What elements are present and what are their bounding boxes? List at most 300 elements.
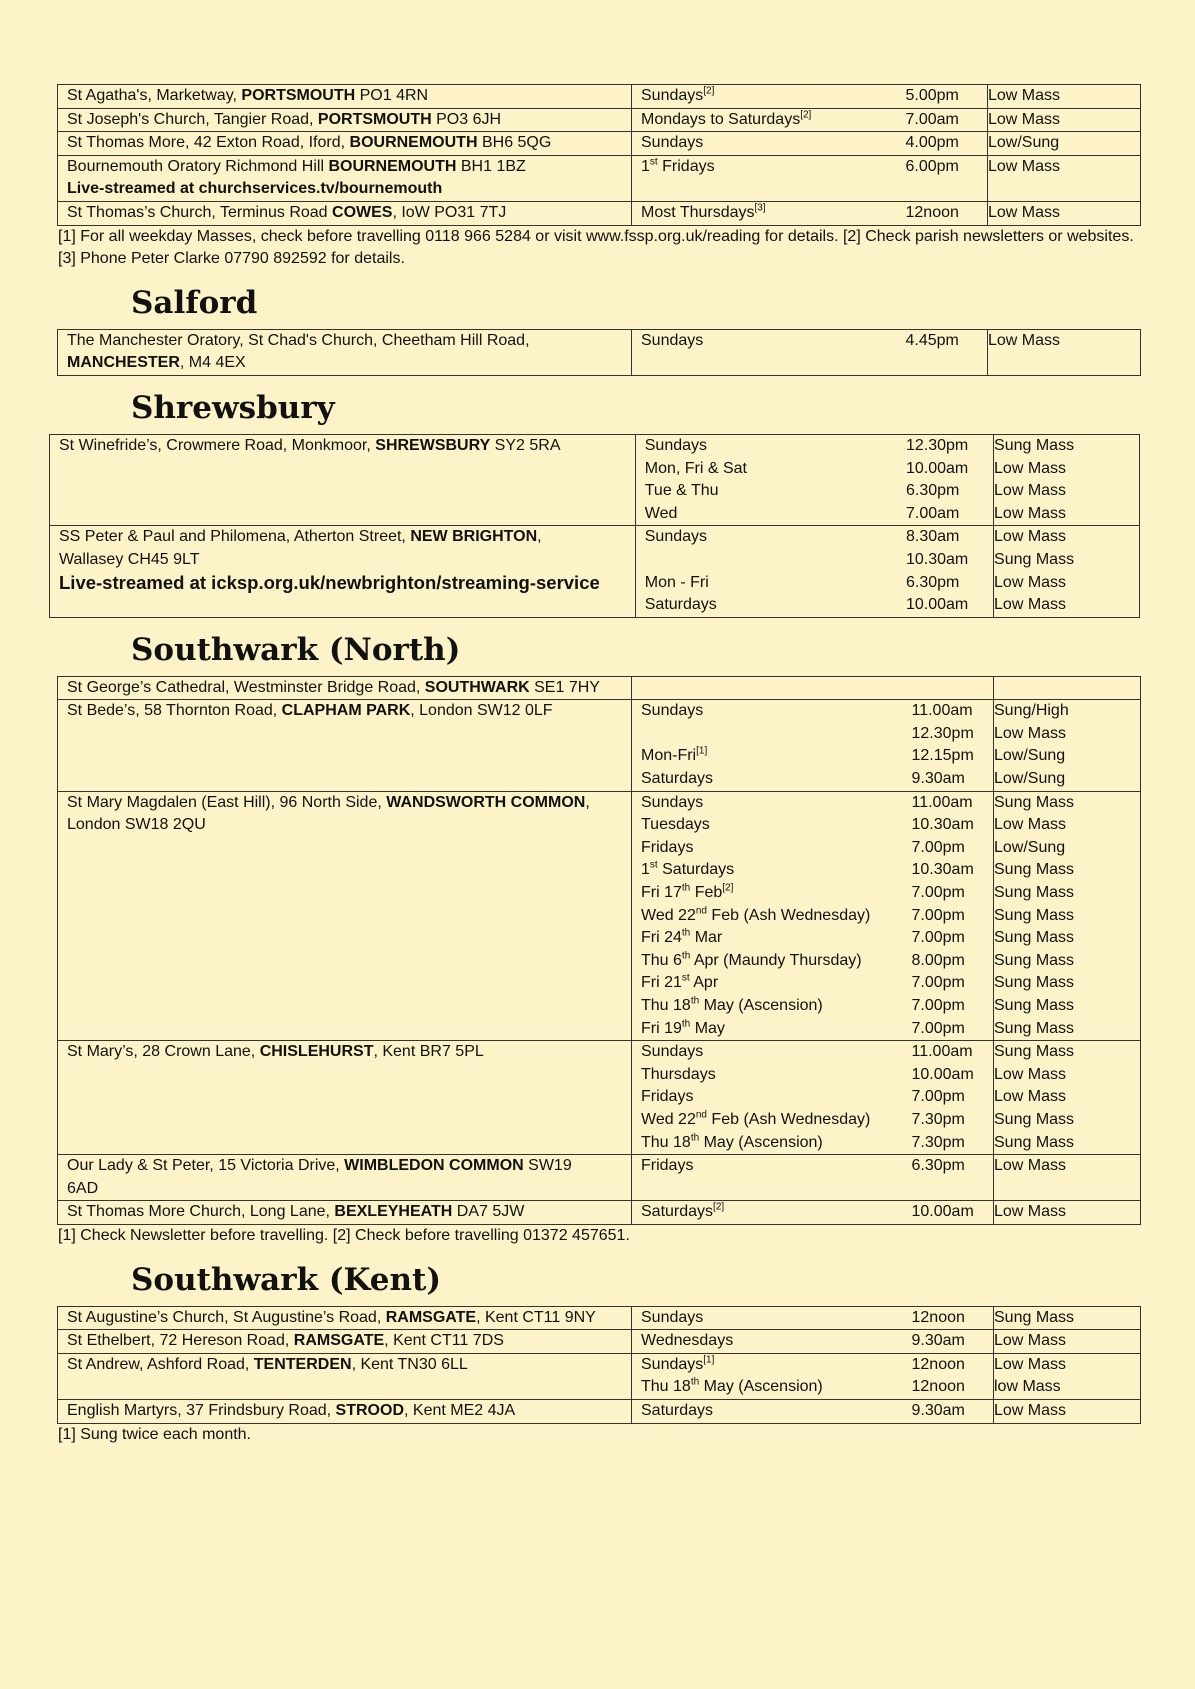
mass-type-text: Low Mass bbox=[988, 157, 1061, 175]
mass-times bbox=[912, 791, 994, 1041]
mass-type-text: Low Mass bbox=[994, 528, 1067, 546]
mass-type-text: Low Mass bbox=[994, 816, 1067, 834]
table-row bbox=[58, 1399, 1141, 1423]
mass-times bbox=[906, 85, 988, 109]
footnote-mark: [2] bbox=[722, 882, 734, 894]
livestream-link-text: Live-streamed at icksp.org.uk/newbrighton/streaming-service bbox=[59, 571, 600, 593]
day-line bbox=[641, 745, 903, 768]
mass-types bbox=[994, 700, 1141, 791]
mass-types bbox=[988, 201, 1141, 225]
mass-types bbox=[994, 434, 1140, 525]
day-text: Sundays bbox=[641, 1043, 704, 1061]
time-text: 12.30pm bbox=[905, 436, 969, 454]
time-text: 12noon bbox=[911, 1308, 965, 1326]
mass-types bbox=[994, 791, 1141, 1041]
mass-days bbox=[632, 1041, 912, 1155]
mass-type-text: Low/Sung bbox=[988, 134, 1060, 152]
time-text: 7.00am bbox=[905, 504, 960, 522]
mass-type-text: Low Mass bbox=[988, 203, 1061, 221]
time-text: 4.00pm bbox=[905, 134, 959, 152]
section-heading: Southwark (North) bbox=[131, 631, 461, 668]
town-name: RAMSGATE bbox=[385, 1308, 477, 1326]
day-text: Most Thursdays bbox=[641, 203, 755, 221]
footnote-mark: th bbox=[681, 1018, 691, 1030]
town-name: STROOD bbox=[335, 1401, 404, 1419]
church-address bbox=[58, 1399, 632, 1423]
town-name: WANDSWORTH COMMON bbox=[386, 793, 586, 811]
day-line bbox=[641, 1376, 903, 1399]
footnote-mark: [2] bbox=[800, 109, 812, 121]
town-name: SOUTHWARK bbox=[424, 678, 530, 696]
address-text: St Thomas More Church, Long Lane, bbox=[67, 1203, 335, 1221]
table-row bbox=[58, 1041, 1141, 1155]
address-text: , Kent CT11 7DS bbox=[384, 1332, 504, 1350]
day-line bbox=[641, 1109, 903, 1132]
address-text: St Mary Magdalen (East Hill), 96 North Side, bbox=[67, 793, 387, 811]
day-line bbox=[645, 435, 897, 458]
church-address bbox=[58, 1201, 632, 1225]
mass-days bbox=[635, 434, 906, 525]
address-text: , London SW12 0LF bbox=[410, 702, 553, 720]
section-heading: Shrewsbury bbox=[131, 389, 335, 426]
footnote-mark: st bbox=[681, 973, 690, 985]
day-text: Fridays bbox=[641, 1088, 694, 1106]
mass-types bbox=[988, 85, 1141, 109]
mass-days bbox=[632, 1155, 912, 1201]
day-text: Thursdays bbox=[641, 1065, 716, 1083]
time-text: 7.00pm bbox=[911, 884, 965, 902]
table-row bbox=[58, 676, 1141, 700]
time-text: 10.00am bbox=[911, 1065, 974, 1083]
footnote: [1] For all weekday Masses, check before travelling 0118 966 5284 or visit www.fssp.org.uk/reading for details. [2] Check parish newsletters or websites. [3] Phone Peter Clarke 07790 892592 for details. bbox=[58, 227, 1134, 268]
mass-type-text: Low Mass bbox=[994, 596, 1067, 614]
day-line bbox=[645, 549, 897, 572]
table-row bbox=[50, 434, 1140, 525]
mass-type-text: Low Mass bbox=[994, 482, 1067, 500]
town-name: SHREWSBURY bbox=[375, 436, 491, 454]
time-text: 12noon bbox=[911, 1378, 965, 1396]
mass-type-text: Sung Mass bbox=[994, 974, 1075, 992]
address-text: St Joseph's Church, Tangier Road, bbox=[67, 110, 318, 128]
section-portsmouth bbox=[57, 84, 1140, 271]
mass-type-text: Sung Mass bbox=[994, 436, 1075, 454]
town-name: PORTSMOUTH bbox=[317, 110, 432, 128]
day-text: Fridays bbox=[657, 157, 715, 175]
address-text: English Martyrs, 37 Frindsbury Road, bbox=[67, 1401, 336, 1419]
address-text: PO1 4RN bbox=[355, 87, 429, 104]
day-text: Thu 18 bbox=[641, 997, 691, 1014]
mass-type-text: Low/Sung bbox=[994, 747, 1066, 765]
time-text: 10.30am bbox=[911, 861, 974, 879]
time-text: 8.30am bbox=[905, 528, 960, 546]
mass-type-text: Sung Mass bbox=[994, 1133, 1075, 1151]
church-address bbox=[58, 676, 632, 700]
town-name: MANCHESTER bbox=[67, 354, 180, 372]
time-text: 5.00pm bbox=[905, 87, 959, 104]
mass-type-text: Sung Mass bbox=[994, 1308, 1075, 1326]
time-text: 9.30am bbox=[911, 1401, 965, 1419]
time-text: 6.30pm bbox=[911, 1157, 965, 1175]
day-line bbox=[641, 792, 903, 815]
mass-days bbox=[632, 700, 912, 791]
time-text: 6.00pm bbox=[905, 157, 959, 175]
mass-times bbox=[906, 108, 988, 132]
mass-times bbox=[912, 700, 994, 791]
mass-days bbox=[632, 1330, 912, 1354]
day-line bbox=[641, 1155, 903, 1178]
mass-times bbox=[906, 526, 994, 617]
day-text: May (Ascension) bbox=[699, 1133, 823, 1151]
time-text: 12noon bbox=[905, 203, 959, 221]
mass-type-text: Sung Mass bbox=[994, 1043, 1075, 1061]
mass-type-text: Low Mass bbox=[994, 1203, 1067, 1221]
day-line bbox=[641, 905, 903, 928]
mass-types bbox=[994, 1201, 1141, 1225]
table-row bbox=[58, 1353, 1141, 1399]
address-text: , bbox=[585, 793, 590, 811]
mass-type-text: Low Mass bbox=[994, 1332, 1067, 1350]
church-address bbox=[58, 1155, 632, 1201]
town-name: PORTSMOUTH bbox=[241, 87, 356, 104]
mass-type-text: Sung Mass bbox=[994, 929, 1075, 947]
mass-days bbox=[632, 85, 906, 109]
day-text: Sundays bbox=[641, 702, 704, 720]
day-line bbox=[645, 594, 897, 617]
day-line bbox=[641, 814, 903, 837]
mass-types bbox=[994, 676, 1141, 700]
livestream-link-text: Live-streamed at churchservices.tv/bournemouth bbox=[67, 180, 443, 198]
day-line bbox=[641, 882, 903, 905]
mass-times bbox=[912, 1201, 994, 1225]
day-text: Thu 18 bbox=[641, 1133, 691, 1151]
time-text: 8.00pm bbox=[911, 951, 965, 969]
mass-types bbox=[988, 108, 1141, 132]
day-text: Sundays bbox=[644, 528, 708, 546]
day-text: Sundays bbox=[641, 87, 704, 104]
address-text: St Winefride’s, Crowmere Road, Monkmoor, bbox=[59, 436, 376, 454]
time-text: 10.00am bbox=[905, 459, 969, 477]
table-row bbox=[58, 1330, 1141, 1354]
mass-type-text: Sung/High bbox=[994, 702, 1069, 720]
day-line bbox=[641, 109, 897, 132]
mass-type-text: Low Mass bbox=[994, 504, 1067, 522]
day-text: Sundays bbox=[641, 1308, 704, 1326]
town-name: RAMSGATE bbox=[293, 1332, 385, 1350]
mass-type-text: Low Mass bbox=[994, 1157, 1067, 1175]
mass-type-text: Sung Mass bbox=[994, 1019, 1075, 1037]
day-line bbox=[641, 723, 903, 746]
mass-type-text: Sung Mass bbox=[994, 1110, 1075, 1128]
day-line bbox=[641, 768, 903, 791]
time-text: 11.00am bbox=[911, 793, 973, 811]
day-text: Wed bbox=[644, 504, 678, 522]
day-line bbox=[641, 1132, 903, 1155]
table-row bbox=[58, 1201, 1141, 1225]
address-text: St Bede’s, 58 Thornton Road, bbox=[67, 702, 282, 720]
mass-type-text: Low Mass bbox=[988, 110, 1061, 128]
mass-days bbox=[632, 1399, 912, 1423]
church-address bbox=[58, 132, 632, 156]
mass-times bbox=[912, 676, 994, 700]
footnote-mark: st bbox=[649, 860, 658, 872]
day-text: Saturdays bbox=[641, 1401, 714, 1419]
address-text: St Ethelbert, 72 Hereson Road, bbox=[67, 1332, 294, 1350]
day-text: Tuesdays bbox=[641, 816, 710, 834]
day-line bbox=[645, 526, 897, 549]
time-text bbox=[912, 677, 985, 700]
day-line bbox=[641, 1178, 903, 1201]
mass-days bbox=[632, 1353, 912, 1399]
day-text: Thu 18 bbox=[641, 1378, 691, 1396]
day-text: Apr (Maundy Thursday) bbox=[690, 951, 862, 969]
mass-types bbox=[994, 1155, 1141, 1201]
mass-listing bbox=[57, 84, 1140, 1446]
day-line bbox=[641, 330, 897, 353]
mass-times bbox=[912, 1330, 994, 1354]
time-text: 12.15pm bbox=[911, 747, 974, 765]
table-row bbox=[58, 108, 1141, 132]
time-text: 4.45pm bbox=[905, 331, 959, 349]
church-address bbox=[58, 1306, 632, 1330]
footnote-mark: nd bbox=[695, 905, 707, 917]
time-text: 10.00am bbox=[911, 1203, 974, 1221]
mass-type-text: Sung Mass bbox=[994, 906, 1075, 924]
mass-types bbox=[994, 1353, 1141, 1399]
day-text: Sundays bbox=[641, 793, 704, 811]
town-name: TENTERDEN bbox=[253, 1355, 352, 1373]
time-text: 7.00pm bbox=[911, 1088, 965, 1106]
mass-type-text: Low/Sung bbox=[994, 838, 1066, 856]
address-text: , Kent CT11 9NY bbox=[476, 1308, 596, 1326]
mass-types bbox=[994, 1041, 1141, 1155]
day-text: Saturdays bbox=[641, 770, 714, 788]
footnote-mark: th bbox=[681, 950, 691, 962]
address-text: 6AD bbox=[67, 1179, 99, 1197]
footnote-mark: th bbox=[681, 927, 691, 939]
time-text: 7.00pm bbox=[911, 997, 965, 1014]
time-text: 9.30am bbox=[911, 770, 965, 788]
footnote-mark: nd bbox=[695, 1109, 707, 1121]
day-text: Mon, Fri & Sat bbox=[644, 459, 747, 477]
schedule-table bbox=[49, 434, 1140, 618]
time-text: 9.30am bbox=[911, 1332, 965, 1350]
mass-type-text: Low Mass bbox=[994, 1355, 1067, 1373]
mass-times bbox=[906, 155, 988, 201]
table-row bbox=[50, 526, 1140, 617]
day-text: Saturdays bbox=[657, 861, 735, 879]
day-text: Feb bbox=[690, 884, 723, 902]
footnote-mark: st bbox=[649, 156, 658, 168]
address-text: DA7 5JW bbox=[452, 1203, 525, 1221]
footnote-mark: th bbox=[690, 995, 700, 1007]
time-text bbox=[912, 1178, 985, 1201]
town-name: BEXLEYHEATH bbox=[334, 1203, 453, 1221]
day-text: Feb (Ash Wednesday) bbox=[706, 1110, 871, 1128]
section-shrewsbury bbox=[57, 388, 1140, 618]
day-text: Mon - Fri bbox=[644, 573, 709, 591]
town-name: WIMBLEDON COMMON bbox=[344, 1157, 524, 1175]
day-text: May bbox=[690, 1019, 725, 1037]
footnote-mark: th bbox=[681, 882, 691, 894]
day-text: Apr bbox=[689, 974, 719, 992]
time-text: 10.30am bbox=[905, 550, 969, 568]
mass-type-text: low Mass bbox=[994, 1378, 1061, 1396]
day-text: Wed 22 bbox=[641, 1110, 696, 1128]
day-line bbox=[641, 1354, 903, 1377]
section-heading: Southwark (Kent) bbox=[131, 1261, 442, 1298]
day-text: Fri 24 bbox=[641, 929, 682, 947]
section-heading: Salford bbox=[131, 284, 258, 321]
day-line bbox=[645, 480, 897, 503]
table-row bbox=[58, 85, 1141, 109]
footnote-mark: [1] bbox=[696, 746, 708, 758]
address-text: Wallasey CH45 9LT bbox=[59, 550, 200, 568]
mass-days bbox=[632, 329, 906, 375]
day-line bbox=[645, 503, 897, 526]
day-text: Mar bbox=[690, 929, 723, 947]
mass-times bbox=[912, 1155, 994, 1201]
address-text: SS Peter & Paul and Philomena, Atherton Street, bbox=[59, 528, 411, 546]
mass-types bbox=[988, 329, 1141, 375]
footnote: [1] Check Newsletter before travelling. [2] Check before travelling 01372 457651. bbox=[58, 1226, 630, 1244]
day-line bbox=[641, 927, 903, 950]
church-address bbox=[58, 791, 632, 1041]
church-address bbox=[58, 700, 632, 791]
address-text: SW19 bbox=[523, 1157, 572, 1175]
day-line bbox=[641, 837, 903, 860]
mass-type-text: Low Mass bbox=[994, 1088, 1067, 1106]
day-text: Fridays bbox=[641, 1157, 694, 1175]
day-line bbox=[641, 1330, 903, 1353]
church-address bbox=[58, 1353, 632, 1399]
address-text: , IoW PO31 7TJ bbox=[392, 203, 507, 221]
town-name: BOURNEMOUTH bbox=[349, 134, 478, 152]
address-text: London SW18 2QU bbox=[67, 816, 206, 834]
mass-times bbox=[912, 1353, 994, 1399]
table-row bbox=[58, 201, 1141, 225]
table-row bbox=[58, 700, 1141, 791]
address-text: BH1 1BZ bbox=[456, 157, 526, 175]
day-line bbox=[641, 156, 897, 179]
day-text: Sundays bbox=[641, 331, 704, 349]
day-line bbox=[641, 995, 903, 1018]
church-address bbox=[50, 526, 636, 617]
day-line bbox=[641, 85, 897, 108]
mass-type-text: Low Mass bbox=[988, 87, 1061, 104]
address-text: Bournemouth Oratory Richmond Hill bbox=[67, 157, 329, 175]
town-name: BOURNEMOUTH bbox=[328, 157, 457, 175]
mass-times bbox=[912, 1399, 994, 1423]
day-text: Fridays bbox=[641, 838, 694, 856]
day-text: Saturdays bbox=[641, 1203, 714, 1221]
day-line bbox=[641, 1064, 903, 1087]
day-text: 1 bbox=[641, 157, 650, 175]
mass-times bbox=[912, 1041, 994, 1155]
schedule-table bbox=[57, 676, 1141, 1225]
table-row bbox=[58, 155, 1141, 201]
mass-type-text: Sung Mass bbox=[994, 793, 1075, 811]
church-address bbox=[58, 1330, 632, 1354]
time-text: 10.00am bbox=[905, 596, 969, 614]
mass-days bbox=[635, 526, 906, 617]
day-text: Sundays bbox=[641, 1355, 704, 1373]
day-text: Feb (Ash Wednesday) bbox=[706, 906, 871, 924]
footnote-mark: [2] bbox=[703, 85, 715, 97]
day-line bbox=[641, 950, 903, 973]
mass-types bbox=[988, 132, 1141, 156]
town-name: CLAPHAM PARK bbox=[281, 702, 411, 720]
church-address bbox=[58, 155, 632, 201]
table-row bbox=[58, 1306, 1141, 1330]
day-line bbox=[641, 1041, 903, 1064]
mass-days bbox=[632, 1306, 912, 1330]
mass-times bbox=[906, 329, 988, 375]
day-text: 1 bbox=[641, 861, 650, 879]
day-line bbox=[641, 1086, 903, 1109]
day-text: Wed 22 bbox=[641, 906, 696, 924]
address-text: SE1 7HY bbox=[529, 678, 600, 696]
table-row bbox=[58, 1155, 1141, 1201]
section-salford bbox=[57, 283, 1140, 376]
town-name: CHISLEHURST bbox=[259, 1043, 374, 1061]
mass-days bbox=[632, 108, 906, 132]
mass-type-text: Low Mass bbox=[994, 459, 1067, 477]
day-text: Mon-Fri bbox=[641, 747, 697, 765]
time-text: 7.30pm bbox=[911, 1110, 965, 1128]
mass-days bbox=[632, 201, 906, 225]
mass-type-text bbox=[994, 1178, 1131, 1201]
mass-type-text: Low Mass bbox=[994, 573, 1067, 591]
address-text: St Thomas’s Church, Terminus Road bbox=[67, 203, 333, 221]
mass-days bbox=[632, 1201, 912, 1225]
address-text: St Mary’s, 28 Crown Lane, bbox=[67, 1043, 260, 1061]
mass-type-text bbox=[994, 677, 1131, 700]
time-text: 12.30pm bbox=[911, 724, 974, 742]
time-text: 7.00pm bbox=[911, 929, 965, 947]
church-address bbox=[58, 85, 632, 109]
table-row bbox=[58, 329, 1141, 375]
address-text: SY2 5RA bbox=[490, 436, 561, 454]
time-text: 6.30pm bbox=[905, 573, 960, 591]
footnote: [1] Sung twice each month. bbox=[58, 1425, 251, 1443]
day-text: Sundays bbox=[644, 436, 708, 454]
day-line bbox=[641, 1307, 903, 1330]
day-line bbox=[641, 132, 897, 155]
church-address bbox=[58, 1041, 632, 1155]
address-text: , Kent ME2 4JA bbox=[404, 1401, 516, 1419]
address-text: PO3 6JH bbox=[431, 110, 502, 128]
mass-type-text: Low Mass bbox=[994, 1065, 1067, 1083]
mass-types bbox=[994, 1399, 1141, 1423]
time-text: 11.00am bbox=[911, 702, 973, 720]
section-southwark-kent bbox=[57, 1260, 1140, 1447]
day-line bbox=[641, 677, 903, 700]
day-text: Fri 21 bbox=[641, 974, 682, 992]
mass-times bbox=[906, 201, 988, 225]
church-address bbox=[58, 201, 632, 225]
day-text: Fri 19 bbox=[641, 1019, 682, 1037]
time-text: 7.00pm bbox=[911, 906, 965, 924]
town-name: NEW BRIGHTON bbox=[410, 528, 538, 546]
time-text: 7.00pm bbox=[911, 1019, 965, 1037]
schedule-table bbox=[57, 1306, 1141, 1424]
mass-days bbox=[632, 791, 912, 1041]
time-text: 6.30pm bbox=[905, 482, 960, 500]
mass-types bbox=[994, 526, 1140, 617]
day-text: Fri 17 bbox=[641, 884, 682, 902]
time-text: 10.30am bbox=[911, 816, 974, 834]
mass-types bbox=[988, 155, 1141, 201]
